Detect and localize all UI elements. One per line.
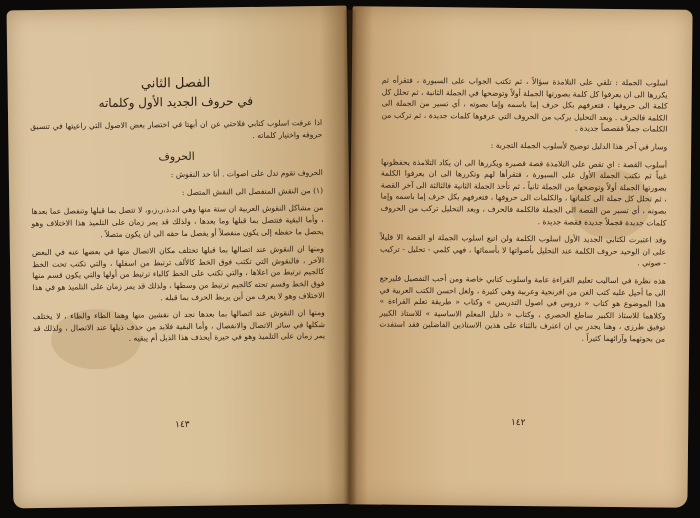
book-gutter: [343, 10, 357, 504]
left-page: [7, 6, 354, 509]
paragraph: اسلوب الجملة : تلقي على التلامذة سؤالاً ، ثم تكتب الجواب على السبورة ، فتقرأه ثم يكررها الى ان يعرفوا كل كلمة بصورتها الجملة أولاً وتوضحها في الجملة الثانية ، ثم تحلل كل كلمة الى حروفها ، فتعرفهم بكل حرف إما باسمه وإما بصوته ، أي تسير من الجملة الى الكلمة فالحرف . وبعد التحليل يركب من الحروف التي عرفوها كلمات جديدة ، ثم تركب من الكلمات جملاً فقصصاً جديدة .: [381, 75, 668, 134]
section-heading: الحروف: [158, 149, 195, 164]
numbered-heading: (١) من النقش المنفصل الى النقش المتصل :: [181, 185, 324, 197]
paragraph: وسار في آخر هذا الدليل توضيح لأسلوب الجملة التجربة :: [490, 140, 668, 152]
paragraph: وقد اعتبرت لكتابي الجديد الأول اسلوب الكلمة ولن اتبع اسلوب الجملة او القصة الا قليلاً على ان الوحيد حروف الكلمة عند التحليل بأصواتها لا بأسمائها ، فهي كلمي - تحليل - تركيب - صوتي .: [380, 232, 667, 268]
page-number: ١٤٣: [175, 419, 190, 431]
right-page-text-column: [379, 75, 668, 351]
paragraph: أسلوب القصة : اي تقص على التلامذة قصة قصيرة ويكررها الى ان يكاد التلامذة يحفظونها غيباً ثم تكتب الجملة الأول على السبورة ، فتقرأها لهم وتكررها الى ان يعرفوا الكلمة بصورتها الجملة أولاً وتوضحها من الجملة ثانياً ، ثم تأخذ الجملة الثانية فالثالثة الى آخر القصة ، ثم تحلل كل جملة الى كلماتها ، والكلمات الى حروفها ، فتعرفهم بكل حرف إما باسمه وإما بصوته ، أي تسير من القصة الى الجملة فالكلمة فالحرف ، وبعد التحليل تركب من الحروف كلمات جديدة فجملاً جديدة فقصة جديدة .: [380, 157, 668, 228]
right-page: [347, 6, 692, 508]
paragraph: هذه نظرة في اساليب تعليم القراءة عامة واسلوب كتابي خاصة ومن أحب التفصيل فليرجع الى ما أحيل عليه كتب الفن من افرنجية وعربية وهي كثيرة ، ولعل احسن الكتب العربية في هذا الموضوع هو كتاب « دروس في اصول التدريس » وكتاب « طريقة تعلم القراءة » وكلاهما للاستاذ الكبير ساطع الحصري ، وكتاب « دليل المعلم الاساسية » للاستاذ الكبير توفيق طرزي ، وهنا يجدر بي ان اعترف بالثناء على هذين الاستاذين الفاضلين فقد استفدت من بحوثهما وآرائهما كثيراً .: [379, 273, 666, 344]
paragraph: ومنها ان النقوش عند اتصالها بما بعدها نجد ان نقشين منها وهما الطاء والظاء ، لا يختلف شكلها في سائر الاتصال والانفصال ، وأما البقية فلابد من حذف ذيلها عند الاتصال ، ولذلك قد يمر زمان على التلميذ وهو في حيرة أيحذف هذا الذيل أم يبقيه .: [32, 308, 326, 344]
chapter-subtitle: في حروف الجديد الأول وكلماته: [98, 93, 254, 111]
paragraph: الحروف تقوم تدل على اصوات . أنا حد النقوش :: [170, 168, 323, 180]
paragraph: ومنها ان النقوش عند اتصالها بما قبلها تختلف مكان الاتصال منها في بعضها عنه في البعض الآخر ، فالنقوش التي تكتب فوق الخط كالألف ترتبط من اسفلها ، والتي تكتب تحت الخط كالجيم ترتبط من اعلاها ، والتي تكتب على الخط كالباء ترتبط من أولها والتي يكون قسم منها فوق الخط وقسم تحته كالجيم ترتبط من وسطها ، ولذلك قد يمر زمان على التلميذ هو في هذا الاختلاف وهو لا يعرف من أين يربط الحرف بما قبله .: [31, 244, 325, 302]
paragraph: من مشاكل النقوش العربية ان ستة منها وهي ا،د،ذ،ر،ز،و، لا تتصل بما قبلها وتنفصل عما بعدها ، وأما البقية فتتصل بما قبلها وما بعدها ، ولذلك قد يمر زمان على التلميذ هذا الاختلاف وهو يحصل ما حفظه إلى يكون منفصلاً أو يفصل ما حقه الى ان يكون متصلاً .: [31, 203, 324, 239]
left-page-text-column: [29, 74, 325, 352]
page-number: ١٤٢: [510, 417, 526, 429]
intro-paragraph: اذا عرفت اسلوب كتابي فلاحتي عن ان أبهتا في اختصار بعض الاصول التي راعيتها في تنسيق حروفه واختيار كلماته .: [30, 118, 323, 140]
chapter-title: الفصل الثاني: [140, 75, 211, 92]
